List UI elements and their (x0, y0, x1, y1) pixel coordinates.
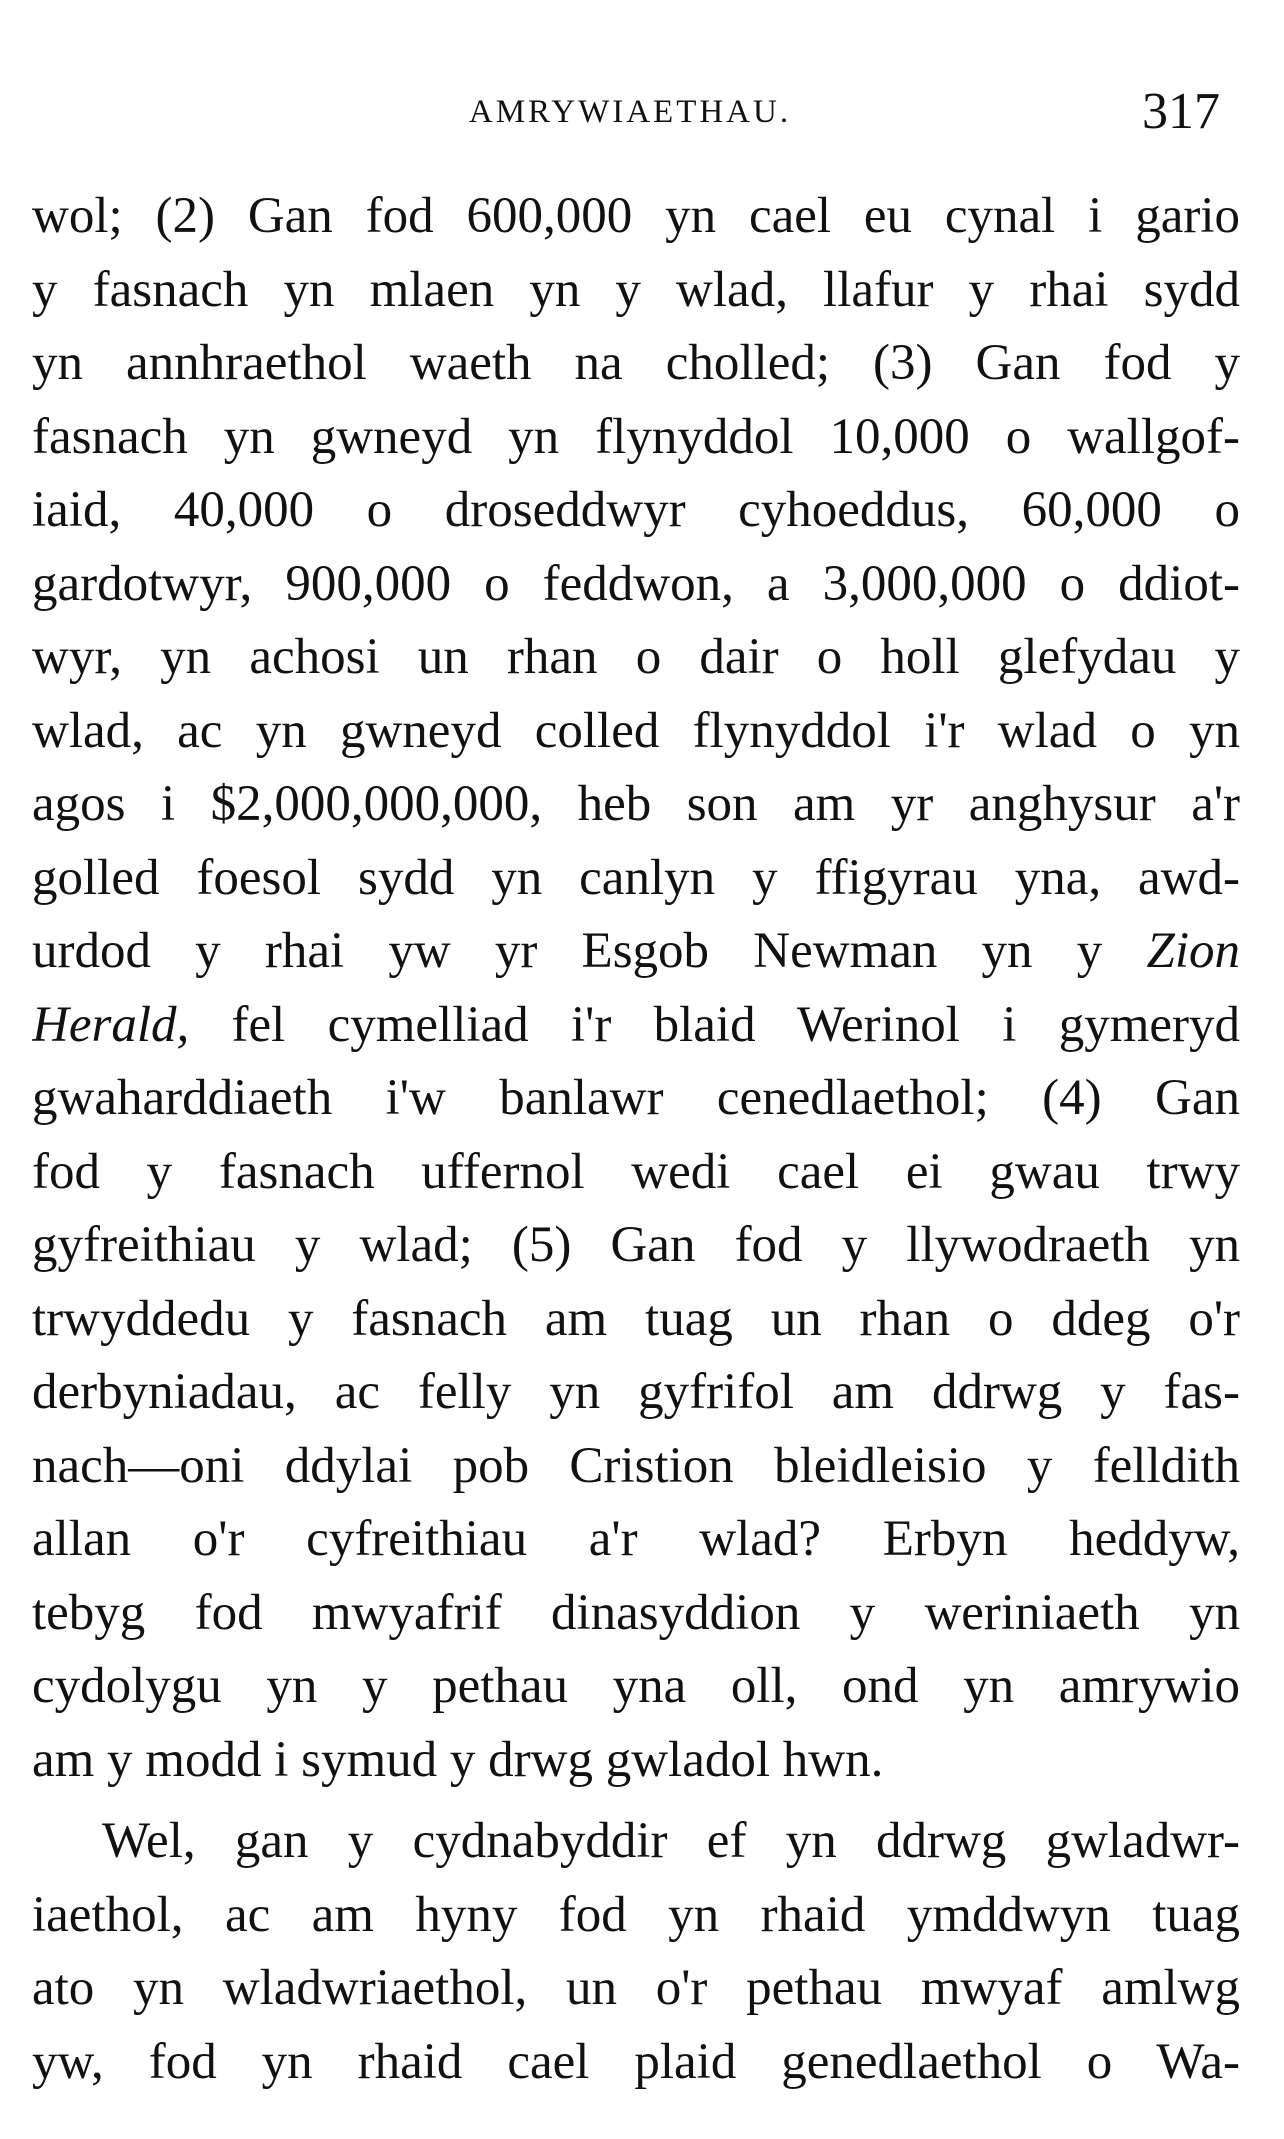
text-line: yn annhraethol waeth na cholled; (3) Gan fod y (32, 335, 1240, 391)
text-line: Wel, gan y cydnabyddir ef yn ddrwg gwladwr- (102, 1813, 1240, 1869)
text-line: tebyg fod mwyafrif dinasyddion y weriniaeth yn (32, 1584, 1240, 1641)
text-line: derbyniadau, ac felly yn gyfrifol am ddrwg y fas- (32, 1364, 1240, 1420)
body-text (32, 180, 1240, 2099)
paragraph-1 (32, 180, 1240, 1797)
text-line: am y modd i symud y drwg gwladol hwn. (32, 1731, 884, 1788)
running-head (40, 82, 1220, 152)
page-number: 317 (1142, 83, 1220, 140)
text-line: gyfreithiau y wlad; (5) Gan fod y llywodraeth yn (32, 1217, 1240, 1273)
text-line: gwaharddiaeth i'w banlawr cenedlaethol; (4) Gan (32, 1070, 1240, 1126)
text-line: iaid, 40,000 o droseddwyr cyhoeddus, 60,000 o (32, 482, 1240, 538)
text-line: gardotwyr, 900,000 o feddwon, a 3,000,000 o ddiot- (32, 555, 1240, 612)
text-line (32, 989, 1240, 1063)
text-line: fasnach yn gwneyd yn flynyddol 10,000 o wallgof- (32, 408, 1240, 465)
text-line: wol; (2) Gan fod 600,000 yn cael eu cynal i gario (32, 188, 1240, 244)
text-line: wyr, yn achosi un rhan o dair o holl glefydau y (32, 629, 1240, 685)
italic-title: Zion (1146, 923, 1240, 979)
text-line: golled foesol sydd yn canlyn y ffigyrau yna, awd- (32, 849, 1240, 906)
text-line: cydolygu yn y pethau yna oll, ond yn amrywio (32, 1658, 1240, 1714)
text-line: nach—oni ddylai pob Cristion bleidleisio y felldith (32, 1437, 1240, 1494)
text-line: y fasnach yn mlaen yn y wlad, llafur y rhai sydd (32, 261, 1240, 318)
running-title: AMRYWIAETHAU. (468, 94, 792, 130)
text-line (32, 915, 1240, 989)
paragraph-gap (32, 1797, 1240, 1805)
paragraph-2 (32, 1805, 1240, 2099)
text-line: iaethol, ac am hyny fod yn rhaid ymddwyn tuag (32, 1886, 1240, 1943)
text-line: agos i $2,000,000,000, heb son am yr anghysur a'r (32, 776, 1240, 832)
italic-title: Herald, (32, 996, 190, 1053)
text-segment: urdod y rhai yw yr Esgob Newman yn y (32, 923, 1147, 979)
text-line: ato yn wladwriaethol, un o'r pethau mwyaf amlwg (32, 1960, 1240, 2016)
text-line: trwyddedu y fasnach am tuag un rhan o ddeg o'r (32, 1290, 1240, 1347)
text-line: yw, fod yn rhaid cael plaid genedlaethol o Wa- (32, 2033, 1240, 2090)
text-line: fod y fasnach uffernol wedi cael ei gwau trwy (32, 1143, 1240, 1200)
text-line: wlad, ac yn gwneyd colled flynyddol i'r wlad o yn (32, 702, 1240, 759)
text-segment: fel cymelliad i'r blaid Werinol i gymeryd (189, 996, 1240, 1053)
text-line: allan o'r cyfreithiau a'r wlad? Erbyn heddyw, (32, 1511, 1240, 1567)
